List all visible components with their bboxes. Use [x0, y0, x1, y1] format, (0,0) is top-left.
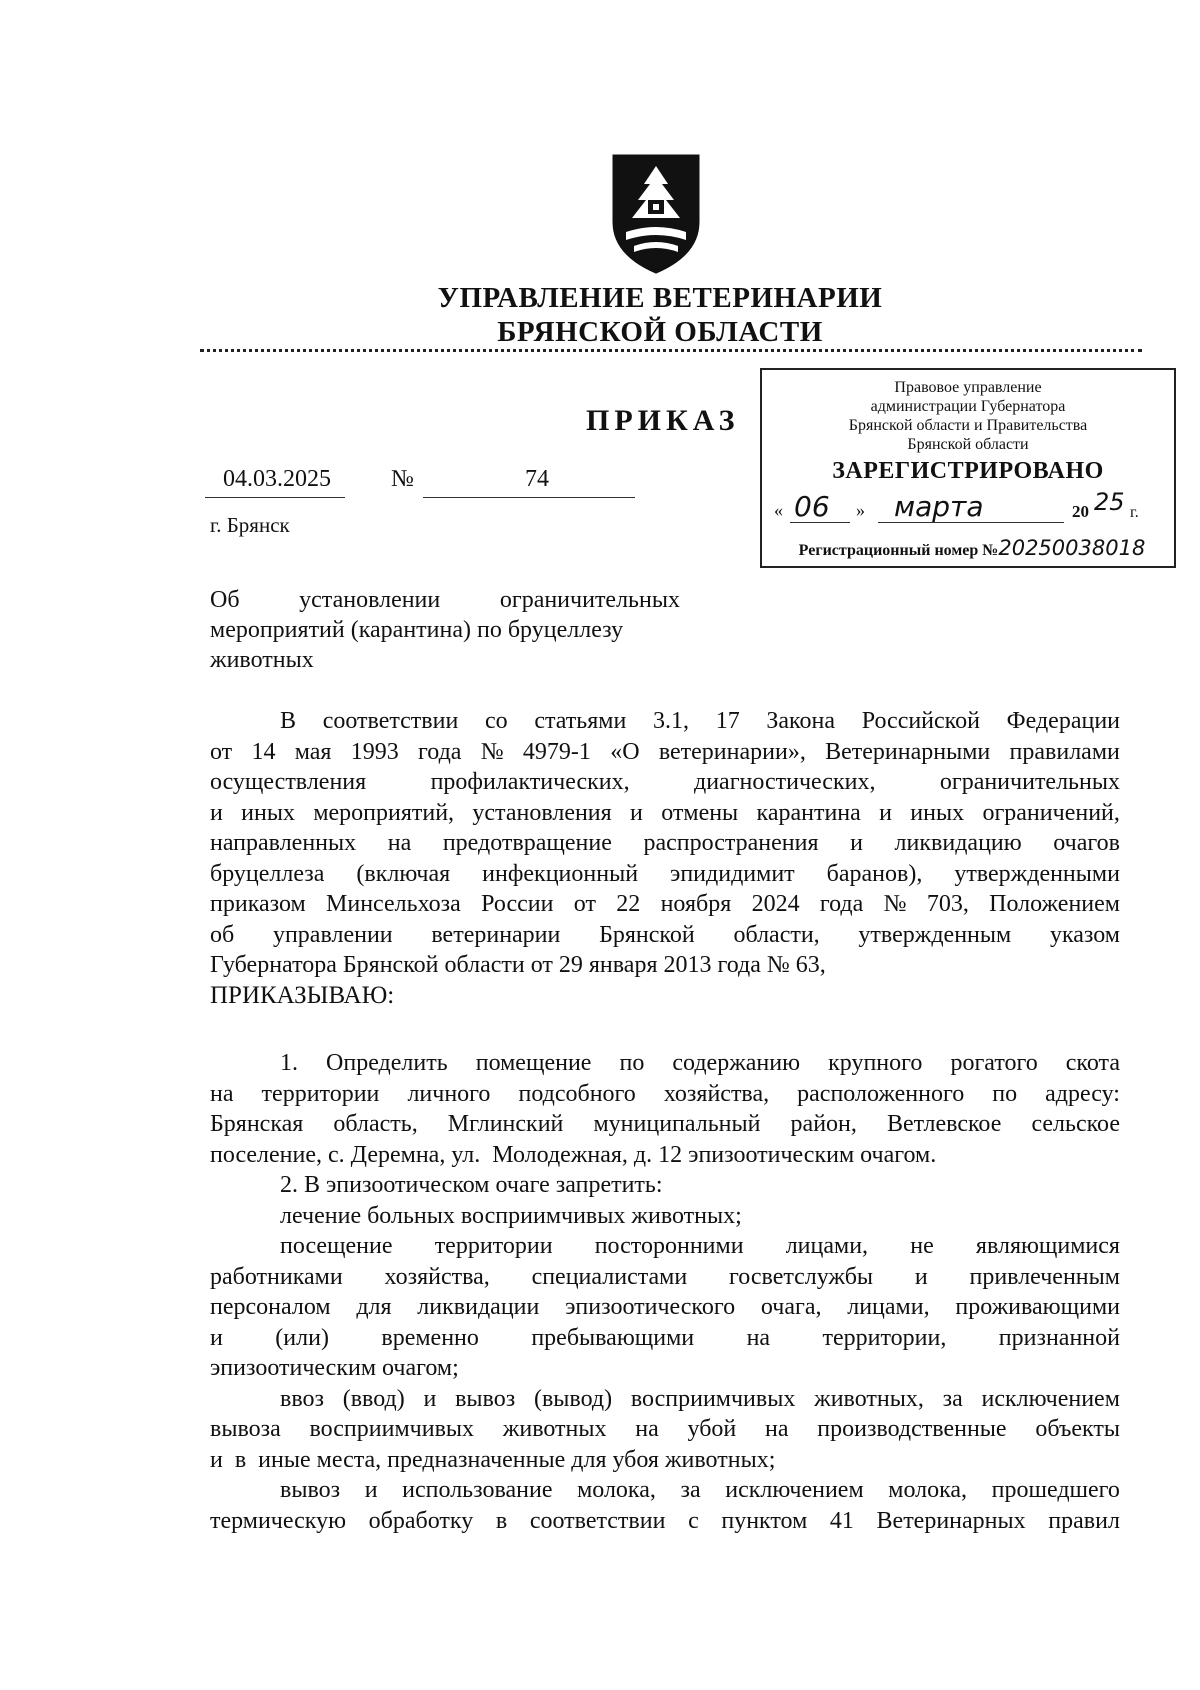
stamp-reg-label: Регистрационный номер № — [798, 542, 999, 559]
item-2-heading: 2. В эпизоотическом очаге запретить: — [280, 1172, 663, 1198]
item-2-paragraph — [210, 1170, 1120, 1536]
word: адресу: — [1045, 1080, 1120, 1107]
word: ввоз — [280, 1385, 324, 1412]
order-number-sign: № — [391, 466, 414, 492]
word: Ветеринарных — [876, 1507, 1026, 1534]
word: временно — [381, 1324, 479, 1351]
stamp-close-quote: » — [856, 500, 865, 520]
registration-stamp — [760, 368, 1176, 568]
word: профилактических, — [430, 769, 630, 795]
word: 17 — [715, 708, 740, 734]
word: ноября — [660, 891, 732, 917]
preamble-line — [210, 828, 1120, 859]
word: для — [356, 1294, 392, 1320]
word: мая — [294, 738, 332, 765]
header-dotted-divider — [200, 349, 1142, 352]
word: В — [280, 708, 297, 734]
word: исключением — [725, 1477, 864, 1503]
order-date-number-line — [205, 466, 635, 496]
word: предотвращение — [442, 830, 612, 856]
word: на — [746, 1324, 771, 1351]
word: соответствии — [529, 1507, 666, 1534]
subject-line-3: животных — [210, 647, 314, 673]
word: пунктом — [721, 1507, 808, 1534]
word: Минсельхоза — [326, 891, 461, 917]
word: хозяйства, — [663, 1080, 770, 1107]
word: и — [879, 799, 892, 826]
word: Российской — [861, 708, 980, 734]
word: Брянская — [210, 1111, 304, 1137]
word: года — [819, 891, 864, 917]
word: управлении — [272, 921, 393, 948]
org-name-line1: УПРАВЛЕНИЕ ВЕТЕРИНАРИИ — [437, 282, 883, 314]
word: Об — [210, 587, 240, 613]
word: на — [387, 830, 412, 856]
order-subject — [210, 585, 680, 675]
word: термическую — [210, 1507, 347, 1534]
word: области, — [733, 921, 820, 948]
word: 3.1, — [653, 708, 689, 734]
word: содержанию — [672, 1050, 801, 1076]
stamp-open-quote: « — [774, 500, 783, 520]
coat-of-arms-emblem — [604, 150, 708, 278]
word: госветслужбы — [729, 1263, 874, 1290]
word: в — [495, 1507, 508, 1534]
stamp-line-3: Брянской области и Правительства — [848, 417, 1088, 434]
word: и — [914, 1263, 928, 1290]
word: и — [210, 799, 223, 826]
item-2-line: лечение больных восприимчивых животных; — [280, 1202, 742, 1229]
stamp-month-underline — [878, 522, 1064, 523]
word: и — [210, 1324, 223, 1351]
word: расположенного — [797, 1080, 965, 1107]
word: молока, — [888, 1477, 968, 1503]
word: использование — [402, 1477, 553, 1503]
item-1-line — [210, 1109, 1120, 1140]
word: эпизоотического — [565, 1294, 736, 1320]
item-1-line — [210, 1048, 1120, 1079]
word: за — [680, 1477, 701, 1503]
word: отмены — [661, 799, 739, 826]
word: муниципальный — [593, 1111, 761, 1137]
word: территории — [434, 1233, 553, 1259]
word: Ветеринарными — [825, 738, 991, 765]
subject-line-1 — [210, 585, 680, 615]
word: иных — [910, 799, 965, 826]
word: 14 — [251, 738, 276, 765]
stamp-reg-row — [772, 536, 1172, 564]
word: ветеринарии», — [658, 738, 806, 765]
word: приказом — [210, 891, 306, 917]
word: «О — [610, 738, 640, 765]
org-name-line2: БРЯНСКОЙ ОБЛАСТИ — [497, 316, 823, 348]
word: мероприятий, — [313, 799, 455, 826]
word: ликвидацию — [894, 830, 1022, 856]
word: (ввод) — [342, 1385, 405, 1412]
word: животных — [502, 1416, 607, 1442]
order-word: ПРИКАЗЫВАЮ: — [210, 981, 395, 1009]
word: ограничительных — [499, 587, 680, 613]
word: указом — [1049, 921, 1120, 948]
word: 41 — [829, 1507, 854, 1534]
word: вывоза — [210, 1416, 281, 1442]
word: скота — [1065, 1050, 1120, 1076]
word: личного — [407, 1080, 491, 1107]
stamp-reg-number-handwritten: 20250038018 — [998, 536, 1146, 560]
item-1-paragraph — [210, 1048, 1120, 1170]
word: правил — [1048, 1507, 1120, 1534]
word: очагов — [1053, 830, 1120, 856]
word: на — [635, 1416, 659, 1442]
word: установлении — [299, 587, 441, 613]
word: направленных — [210, 830, 357, 856]
preamble-line — [210, 859, 1120, 890]
word: баранов), — [826, 860, 923, 887]
word: за — [942, 1385, 963, 1412]
word: со — [485, 708, 508, 734]
word: исключением — [981, 1385, 1120, 1412]
word: установления — [472, 799, 612, 826]
word: 1. — [280, 1050, 298, 1076]
word: помещение — [475, 1050, 592, 1076]
word: Определить — [326, 1050, 448, 1076]
word: привлеченным — [969, 1263, 1120, 1290]
word: № — [480, 738, 504, 765]
word: рогатого — [950, 1050, 1038, 1076]
word: молока, — [577, 1477, 656, 1503]
stamp-day-underline — [790, 522, 850, 523]
word: очага, — [760, 1294, 822, 1320]
word: 703, — [926, 891, 969, 917]
word: инфекционный — [482, 860, 639, 887]
stamp-registered-label: ЗАРЕГИСТРИРОВАНО — [832, 458, 1104, 484]
word: посторонними — [594, 1233, 744, 1259]
word: крупного — [828, 1050, 923, 1076]
word: вывоз — [280, 1477, 341, 1503]
item-2-line — [210, 1475, 1120, 1506]
stamp-year-prefix: 20 — [1072, 502, 1089, 521]
stamp-day-handwritten: 06 — [794, 490, 830, 523]
stamp-date-row — [774, 488, 1164, 528]
word: иных — [241, 799, 295, 826]
word: лицами, — [847, 1294, 930, 1320]
preamble-line — [210, 737, 1120, 768]
preamble-line — [210, 920, 1120, 951]
word: ликвидации — [417, 1294, 540, 1320]
preamble-line: Губернатора Брянской области от 29 января 2013 года № 63, — [210, 952, 826, 978]
word: хозяйства, — [384, 1263, 490, 1290]
word: на — [210, 1080, 234, 1107]
stamp-year-handwritten: 25 — [1094, 488, 1125, 516]
date-underline — [205, 497, 345, 498]
word: статьями — [534, 708, 627, 734]
word: с — [688, 1507, 699, 1534]
word: 22 — [616, 891, 641, 917]
word: Брянской — [599, 921, 695, 948]
word: территории, — [822, 1324, 947, 1351]
word: и — [423, 1385, 437, 1412]
word: № — [883, 891, 907, 917]
item-1-line: поселение, с. Деремна, ул. Молодежная, д. 12 эпизоотическим очагом. — [210, 1141, 937, 1168]
word: Мглинский — [447, 1111, 564, 1137]
item-2-line — [210, 1292, 1120, 1323]
item-2-line — [210, 1506, 1120, 1537]
word: объекты — [1035, 1416, 1120, 1442]
item-1-line — [210, 1079, 1120, 1110]
word: обработку — [368, 1507, 474, 1534]
preamble-line — [210, 798, 1120, 829]
word: являющимися — [975, 1233, 1120, 1259]
stamp-line-4: Брянской области — [907, 436, 1029, 453]
word: Федерации — [1006, 708, 1120, 734]
word: от — [210, 738, 233, 765]
word: и — [364, 1477, 378, 1503]
word: Ветлевское — [886, 1111, 1002, 1137]
item-2-line — [210, 1323, 1120, 1354]
word: персоналом — [210, 1294, 331, 1320]
word: сельское — [1031, 1111, 1120, 1137]
word: лицами, — [785, 1233, 869, 1259]
word: об — [210, 921, 235, 948]
word: пребывающими — [531, 1324, 695, 1351]
item-2-line: эпизоотическим очагом; — [210, 1355, 459, 1381]
word: признанной — [998, 1324, 1120, 1351]
word: не — [910, 1233, 934, 1259]
word: область, — [333, 1111, 418, 1137]
word: (включая — [356, 860, 451, 887]
word: подсобного — [518, 1080, 636, 1107]
item-2-line: и в иные места, предназначенные для убоя животных; — [210, 1446, 776, 1473]
stamp-line-2: администрации Губернатора — [870, 398, 1066, 415]
item-2-line — [210, 1414, 1120, 1445]
word: посещение — [280, 1233, 393, 1259]
word: район, — [790, 1111, 857, 1137]
word: 2024 — [751, 891, 800, 917]
word: 4979-1 — [522, 738, 591, 765]
word: ограничений, — [982, 799, 1120, 826]
word: и — [630, 799, 643, 826]
word: года — [418, 738, 462, 765]
word: на — [765, 1416, 789, 1442]
word: территории — [261, 1080, 380, 1107]
word: животных, — [814, 1385, 924, 1412]
word: прошедшего — [991, 1477, 1120, 1503]
word: ограничительных — [939, 769, 1120, 795]
word: восприимчивых — [630, 1385, 796, 1412]
stamp-year-unit: г. — [1130, 504, 1139, 521]
word: вывоз — [455, 1385, 516, 1412]
order-number: 74 — [525, 466, 549, 492]
word: диагностических, — [694, 769, 876, 795]
order-city: г. Брянск — [210, 513, 290, 537]
word: эпидидимит — [670, 860, 795, 887]
word: бруцеллеза — [210, 860, 325, 887]
word: утвержденными — [954, 860, 1120, 887]
word: от — [573, 891, 596, 917]
word: 1993 — [350, 738, 399, 765]
item-2-line — [210, 1231, 1120, 1262]
word: работниками — [210, 1263, 343, 1290]
document-type-title: ПРИКАЗ — [586, 404, 740, 437]
preamble-line — [210, 889, 1120, 920]
preamble-paragraph — [210, 706, 1120, 1011]
word: производственные — [817, 1416, 1007, 1442]
word: осуществления — [210, 769, 367, 795]
word: ветеринарии — [431, 921, 561, 948]
word: соответствии — [322, 708, 459, 734]
word: правилами — [1009, 738, 1120, 765]
preamble-line — [210, 706, 1120, 737]
word: утвержденным — [858, 921, 1012, 948]
word: (вывод) — [533, 1385, 613, 1412]
word: и — [850, 830, 863, 856]
word: восприимчивых — [309, 1416, 475, 1442]
word: карантина — [756, 799, 861, 826]
stamp-month-handwritten: марта — [894, 490, 984, 523]
word: распространения — [643, 830, 819, 856]
stamp-line-1: Правовое управление — [894, 379, 1042, 396]
preamble-line — [210, 767, 1120, 798]
word: по — [619, 1050, 645, 1076]
item-2-line — [210, 1262, 1120, 1293]
word: (или) — [275, 1324, 329, 1351]
word: Положением — [989, 891, 1120, 917]
word: России — [481, 891, 554, 917]
word: по — [992, 1080, 1018, 1107]
word: Закона — [766, 708, 835, 734]
item-2-line — [210, 1384, 1120, 1415]
number-underline — [423, 497, 635, 498]
word: специалистами — [531, 1263, 688, 1290]
subject-line-2: мероприятий (карантина) по бруцеллезу — [210, 617, 624, 643]
word: проживающими — [955, 1294, 1120, 1320]
order-date: 04.03.2025 — [223, 466, 331, 492]
word: убой — [687, 1416, 737, 1442]
